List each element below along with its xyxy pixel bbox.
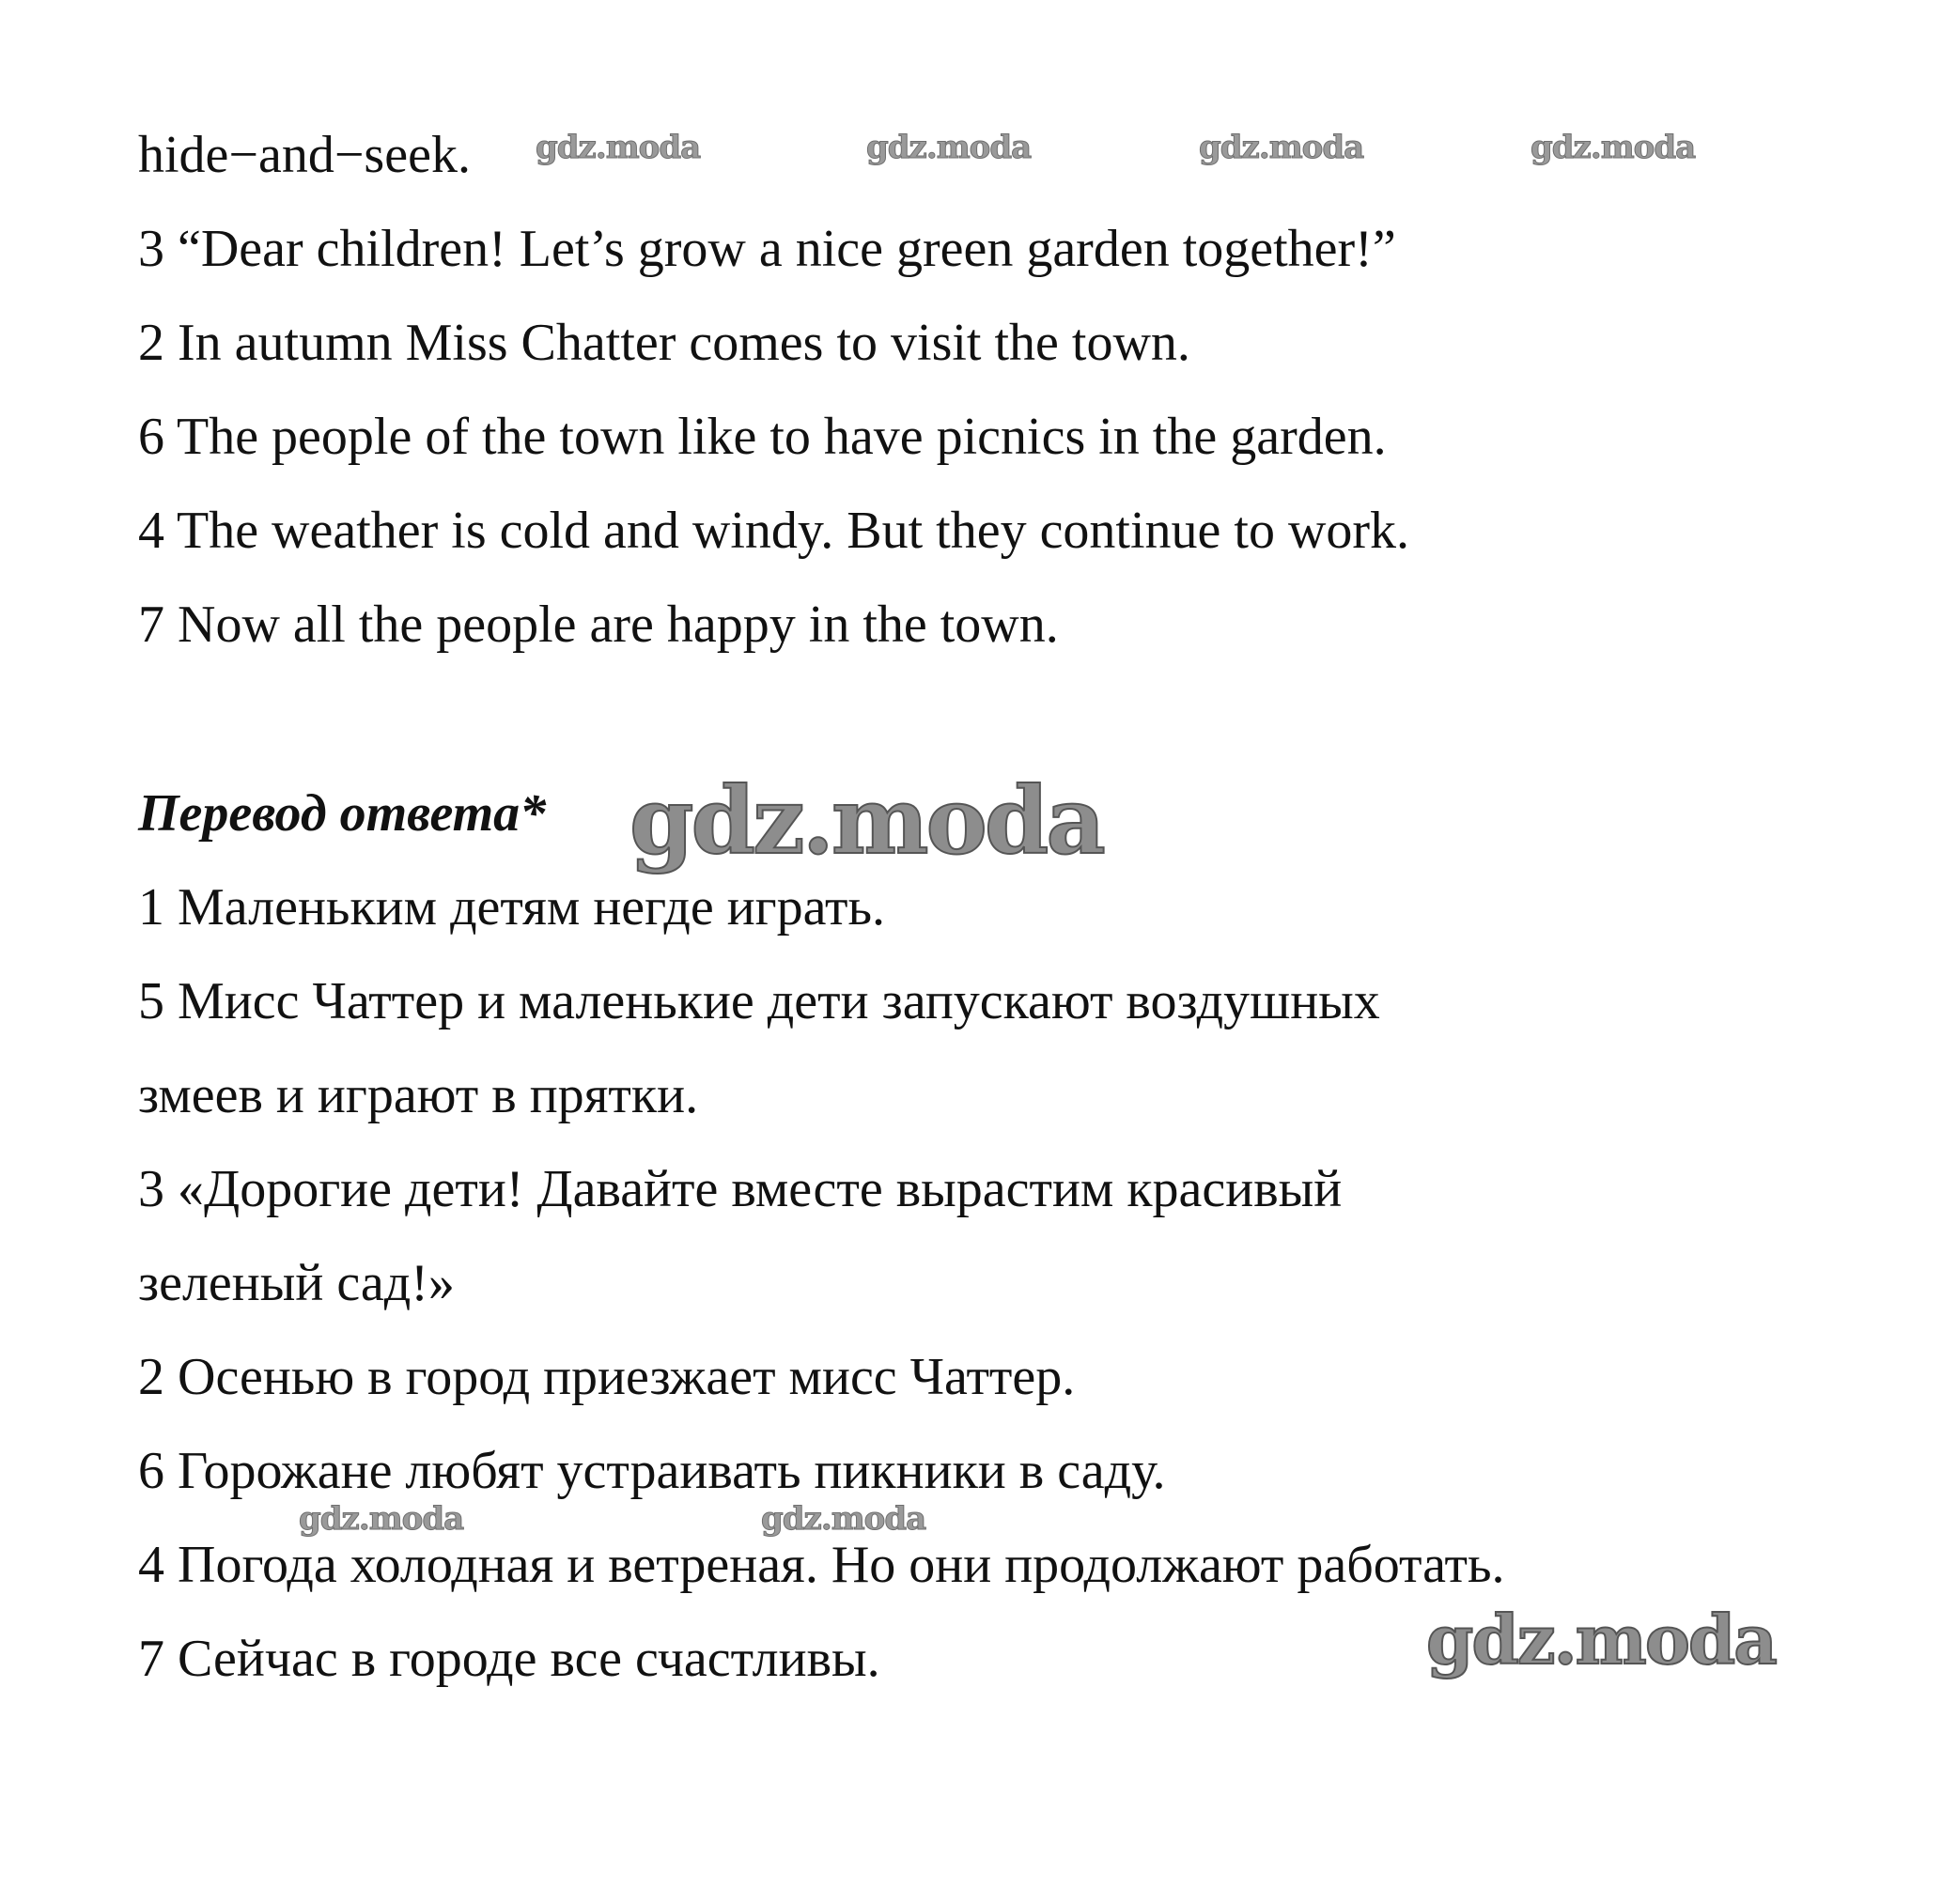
english-line-2: 3 “Dear children! Let’s grow a nice green garden together!” bbox=[138, 220, 1396, 278]
russian-line-7: 6 Горожане любят устраивать пикники в саду. bbox=[138, 1442, 1166, 1500]
russian-line-1: 1 Маленьким детям негде играть. bbox=[138, 878, 886, 937]
russian-line-4: 3 «Дорогие дети! Давайте вместе вырастим красивый bbox=[138, 1160, 1343, 1218]
russian-line-3: змеев и играют в прятки. bbox=[138, 1066, 699, 1124]
russian-line-8: 4 Погода холодная и ветреная. Но они продолжают работать. bbox=[138, 1536, 1505, 1594]
translation-heading: Перевод ответа* bbox=[138, 784, 547, 843]
english-line-4: 6 The people of the town like to have picnics in the garden. bbox=[138, 408, 1387, 466]
watermark-2: gdz.moda bbox=[866, 129, 1032, 166]
watermark-medium: gdz.moda bbox=[1426, 1600, 1776, 1680]
russian-line-6: 2 Осенью в город приезжает мисс Чаттер. bbox=[138, 1348, 1076, 1406]
english-line-3: 2 In autumn Miss Chatter comes to visit the town. bbox=[138, 314, 1190, 372]
watermark-6: gdz.moda bbox=[761, 1500, 926, 1538]
watermark-large: gdz.moda bbox=[629, 767, 1103, 875]
english-line-6: 7 Now all the people are happy in the town. bbox=[138, 596, 1059, 654]
watermark-5: gdz.moda bbox=[299, 1500, 464, 1538]
watermark-3: gdz.moda bbox=[1199, 129, 1364, 166]
russian-line-2: 5 Мисс Чаттер и маленькие дети запускают воздушных bbox=[138, 972, 1380, 1030]
english-line-1: hide−and−seek. bbox=[138, 126, 471, 184]
english-line-5: 4 The weather is cold and windy. But they continue to work. bbox=[138, 502, 1410, 560]
russian-line-9: 7 Сейчас в городе все счастливы. bbox=[138, 1630, 880, 1688]
watermark-4: gdz.moda bbox=[1531, 129, 1696, 166]
watermark-1: gdz.moda bbox=[536, 129, 701, 166]
russian-line-5: зеленый сад!» bbox=[138, 1254, 455, 1312]
